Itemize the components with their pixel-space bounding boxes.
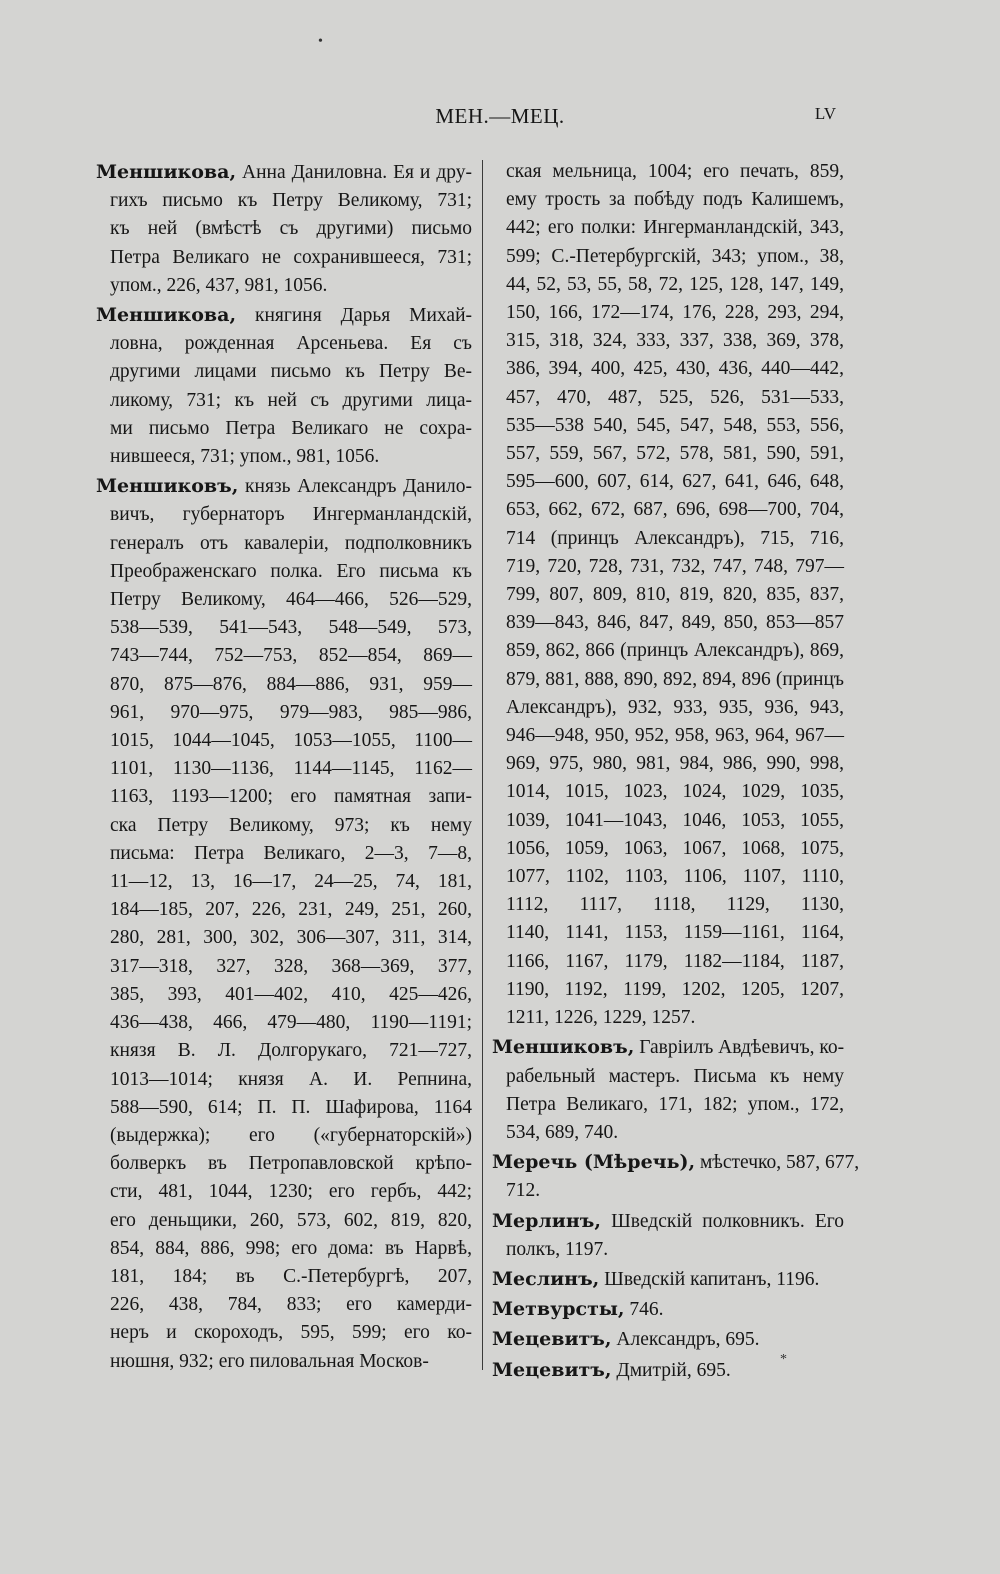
entry-text: Шведскій полковникъ. Его [601,1210,844,1232]
entry-line: полкъ, 1197. [506,1238,609,1260]
entry-line: 534, 689, 740. [506,1121,619,1143]
entry-line: 1039, 1041—1043, 1046, 1053, 1055, [506,809,844,831]
entry-line: рабельный мастеръ. Письма къ нему [506,1065,844,1087]
entry-line: 870, 875—876, 884—886, 931, 959— [110,673,472,695]
entry-text: Анна Даниловна. Ея и дру- [236,162,472,183]
entry-line: 280, 281, 300, 302, 306—307, 311, 314, [110,927,472,949]
entry-headword: Меншикова, [96,304,237,327]
index-entry [492,1295,844,1324]
entry-line: 1211, 1226, 1229, 1257. [506,1007,696,1029]
entry-line: 315, 318, 324, 333, 337, 338, 369, 378, [506,330,844,352]
index-entry [96,472,472,1376]
entry-line: Преображенскаго полка. Его письма къ [110,560,472,582]
entry-headword: Меречь (Мѣречь), [492,1151,696,1174]
entry-line: ская мельница, 1004; его печать, 859, [506,161,844,182]
index-entry [492,1033,844,1147]
entry-line: князя В. Л. Долгорукаго, 721—727, [110,1040,472,1062]
top-mark: • [318,34,323,49]
entry-line: къ ней (вмѣстѣ съ другими) письмо [110,218,472,240]
running-header: МЕН.—МЕЦ. [435,104,565,128]
entry-line: сти, 481, 1044, 1230; его гербъ, 442; [110,1181,472,1203]
entry-line: 1140, 1141, 1153, 1159—1161, 1164, [506,922,844,944]
index-entry [492,1207,844,1264]
entry-line: письма: Петра Великаго, 2—3, 7—8, [110,842,472,864]
entry-first-line [96,301,472,330]
entry-text: княгиня Дарья Михай- [236,305,472,327]
entry-line: 1101, 1130—1136, 1144—1145, 1162— [110,758,472,780]
entry-first-line [492,1295,844,1324]
entry-line: 1077, 1102, 1103, 1106, 1107, 1110, [506,866,844,888]
entry-line: 1056, 1059, 1063, 1067, 1068, 1075, [506,837,844,859]
page-number: LV [814,104,836,123]
bottom-mark: * [780,1352,787,1367]
entry-line: другими лицами письмо къ Петру Ве- [110,361,472,383]
entry-line: 1166, 1167, 1179, 1182—1184, 1187, [506,950,844,972]
entry-first-line [96,472,472,501]
entry-line: 1112, 1117, 1118, 1129, 1130, [506,894,844,916]
index-entry [96,158,472,300]
entry-line: ска Петру Великому, 973; къ нему [110,814,472,836]
entry-line: 719, 720, 728, 731, 732, 747, 748, 797— [506,555,844,577]
entry-first-line [492,1325,844,1354]
entry-line: 317—318, 327, 328, 368—369, 377, [110,955,472,977]
entry-first-line [492,1265,844,1294]
entry-text: князь Александръ Данило- [238,476,472,498]
entry-line: генералъ отъ кавалеріи, подполковникъ [110,532,472,554]
entry-line: ему трость за побѣду подъ Калишемъ, [506,189,844,211]
entry-line: 653, 662, 672, 687, 696, 698—700, 704, [506,499,844,521]
entry-text: Александръ, 695. [611,1329,760,1351]
entry-line: 181, 184; въ С.-Петербургѣ, 207, [110,1265,472,1287]
entry-line: ликому, 731; къ ней съ другими лица- [110,389,472,411]
entry-line: 1163, 1193—1200; его памятная запи- [110,786,472,808]
entry-line: ми письмо Петра Великаго не сохра- [110,417,472,439]
entry-line: Петру Великому, 464—466, 526—529, [110,589,472,611]
entry-headword: Мецевитъ, [492,1328,612,1351]
index-entry [96,301,472,471]
entry-line: 11—12, 13, 16—17, 24—25, 74, 181, [110,871,472,893]
entry-line: 535—538 540, 545, 547, 548, 553, 556, [506,414,844,436]
index-entry [492,1356,844,1385]
entry-line: 150, 166, 172—174, 176, 228, 293, 294, [506,302,844,324]
entry-line: 538—539, 541—543, 548—549, 573, [110,617,472,639]
entry-line: 743—744, 752—753, 852—854, 869— [110,645,472,667]
left-column [96,158,472,1376]
entry-line: 712. [506,1180,541,1202]
entry-line: 946—948, 950, 952, 958, 963, 964, 967— [506,725,844,747]
index-entry [492,1265,844,1294]
entry-line: 436—438, 466, 479—480, 1190—1191; [110,1012,472,1034]
entry-first-line [96,158,472,187]
entry-line: 969, 975, 980, 981, 984, 986, 990, 998, [506,753,844,775]
entry-headword: Меншиковъ, [492,1036,635,1059]
entry-text: мѣстечко, 587, 677, [695,1152,860,1174]
entry-line: 879, 881, 888, 890, 892, 894, 896 (принцъ [506,668,844,690]
entry-first-line [492,1148,860,1177]
entry-first-line [492,1207,844,1236]
entry-line: Петра Великаго, 171, 182; упом., 172, [506,1093,844,1115]
entry-headword: Мецевитъ, [492,1358,612,1381]
entry-line: болверкъ въ Петропавловской крѣпо- [110,1153,472,1175]
entry-line: 1014, 1015, 1023, 1024, 1029, 1035, [506,781,844,803]
entry-headword: Меншикова, [96,161,237,183]
entry-text: Гавріилъ Авдѣевичъ, ко- [634,1037,845,1059]
continued-entry [492,158,844,1032]
entry-line: 385, 393, 401—402, 410, 425—426, [110,983,472,1005]
entry-headword: Меслинъ, [492,1267,600,1290]
entry-line: 599; С.-Петербургскій, 343; упом., 38, [506,245,844,267]
entry-headword: Метвурсты, [492,1298,625,1321]
entry-line: нившееся, 731; упом., 981, 1056. [110,446,380,468]
entry-line: 714 (принцъ Александръ), 715, 716, [506,527,844,549]
right-column [492,158,860,1385]
entry-line: 1013—1014; князя А. И. Репнина, [110,1068,472,1090]
entry-text: Дмитрій, 695. [611,1359,731,1381]
entry-line: Александръ), 932, 933, 935, 936, 943, [506,696,844,718]
entry-line: 557, 559, 567, 572, 578, 581, 590, 591, [506,443,844,465]
entry-headword: Меншиковъ, [96,475,239,498]
entry-line: 1190, 1192, 1199, 1202, 1205, 1207, [506,978,844,1000]
entry-line: 1015, 1044—1045, 1053—1055, 1100— [110,730,472,752]
entry-headword: Мерлинъ, [492,1209,601,1232]
entry-line: 457, 470, 487, 525, 526, 531—533, [506,386,844,408]
entry-line: 44, 52, 53, 55, 58, 72, 125, 128, 147, 149, [506,273,844,295]
entry-line: 442; его полки: Ингерманландскій, 343, [506,217,844,239]
entry-line: 386, 394, 400, 425, 430, 436, 440—442, [506,358,844,380]
entry-first-line [492,1356,844,1385]
entry-line: 961, 970—975, 979—983, 985—986, [110,701,472,723]
entry-line: ловна, рожденная Арсеньева. Ея съ [110,333,472,355]
entry-first-line [492,1033,844,1062]
entry-line: его деньщики, 260, 573, 602, 819, 820, [110,1209,472,1231]
entry-line: 859, 862, 866 (принцъ Александръ), 869, [506,640,844,662]
entry-line: (выдержка); его («губернаторскій») [110,1124,472,1146]
entry-line: 588—590, 614; П. П. Шафирова, 1164 [110,1096,472,1118]
index-entry [492,1148,860,1205]
entry-line: Петра Великаго не сохранившееся, 731; [110,246,472,268]
entry-line: гихъ письмо къ Петру Великому, 731; [110,190,472,212]
entry-line: 854, 884, 886, 998; его дома: въ Нарвѣ, [110,1237,472,1259]
entry-line: 226, 438, 784, 833; его камерди- [110,1294,472,1316]
entry-line: 595—600, 607, 614, 627, 641, 646, 648, [506,471,844,493]
entry-line: 184—185, 207, 226, 231, 249, 251, 260, [110,899,472,921]
index-entry [492,1325,844,1354]
entry-text: 746. [624,1299,664,1321]
entry-line: вичъ, губернаторъ Ингерманландскій, [110,504,472,526]
entry-line: нюшня, 932; его пиловальная Москов- [110,1350,429,1372]
entry-text: Шведскій капитанъ, 1196. [599,1268,820,1290]
column-divider [482,160,483,1370]
entry-line: упом., 226, 437, 981, 1056. [110,274,328,296]
entry-line: 799, 807, 809, 810, 819, 820, 835, 837, [506,584,844,606]
entry-line: неръ и скороходъ, 595, 599; его ко- [110,1322,472,1344]
entry-line: 839—843, 846, 847, 849, 850, 853—857 [506,612,844,634]
